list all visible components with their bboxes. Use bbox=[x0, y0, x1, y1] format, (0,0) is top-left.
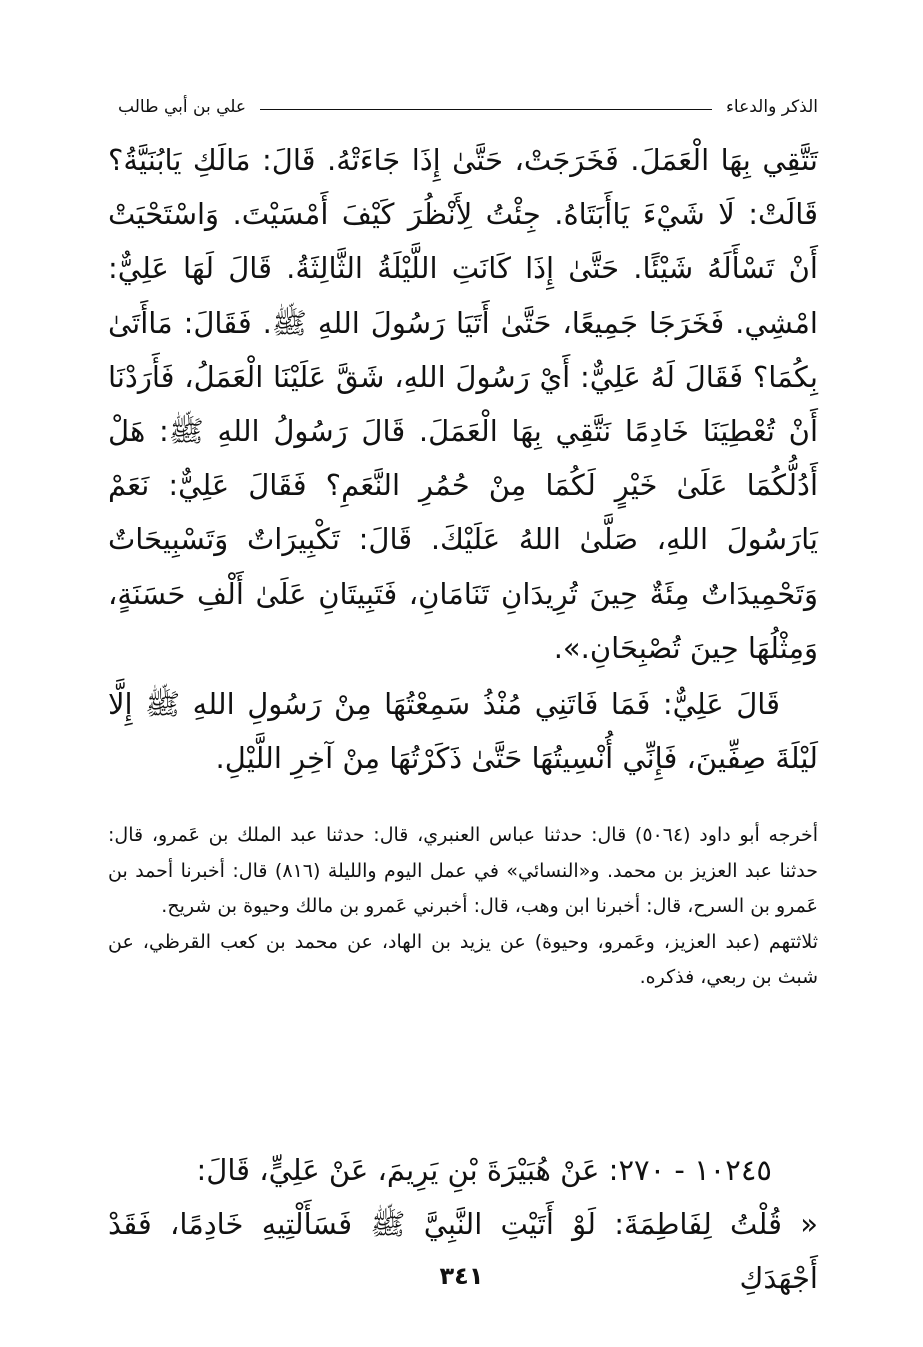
hadith-paragraph: تَتَّقِي بِهَا الْعَمَلَ. فَخَرَجَتْ، حَتَّىٰ إِذَا جَاءَتْهُ. قَالَ: مَالَكِ يَابُنَيَّةُ؟ قَالَتْ: لَا شَيْءَ يَاأَبَتَاهُ. جِئْتُ لِأَنْظُرَ كَيْفَ أَمْسَيْتَ. وَاسْتَحْيَتْ أَنْ تَسْأَلَهُ شَيْئًا. حَتَّىٰ إِذَا كَانَتِ اللَّيْلَةُ الثَّالِثَةُ. قَالَ لَهَا عَلِيٌّ: امْشِي. فَخَرَجَا جَمِيعًا، حَتَّىٰ أَتَيَا رَسُولَ اللهِ ﷺ. فَقَالَ: مَاأَتَىٰ بِكُمَا؟ فَقَالَ لَهُ عَلِيٌّ: أَيْ رَسُولَ اللهِ، شَقَّ عَلَيْنَا الْعَمَلُ، فَأَرَدْنَا أَنْ تُعْطِيَنَا خَادِمًا نَتَّقِي بِهَا الْعَمَلَ. قَالَ رَسُولُ اللهِ ﷺ: هَلْ أَدُلُّكُمَا عَلَىٰ خَيْرٍ لَكُمَا مِنْ حُمُرِ النَّعَمِ؟ فَقَالَ عَلِيٌّ: نَعَمْ يَارَسُولَ اللهِ، صَلَّىٰ اللهُ عَلَيْكَ. قَالَ: تَكْبِيرَاتٌ وَتَسْبِيحَاتٌ وَتَحْمِيدَاتٌ مِئَةٌ حِينَ تُرِيدَانِ تَنَامَانِ، فَتَبِيتَانِ عَلَىٰ أَلْفِ حَسَنَةٍ، وَمِثْلُهَا حِينَ تُصْبِحَانِ.». bbox=[108, 143, 818, 665]
takhrij-note: أخرجه أبو داود (٥٠٦٤) قال: حدثنا عباس العنبري، قال: حدثنا عبد الملك بن عَمرو، قال: حدثنا عبد العزيز بن محمد. و«النسائي» في عمل اليوم والليلة (٨١٦) قال: أخبرنا أحمد بن عَمرو بن السرح، قال: أخبرنا ابن وهب، قال: أخبرني عَمرو بن مالك وحيوة بن شريح. bbox=[108, 824, 819, 917]
takhrij-note: ثلاثتهم (عبد العزيز، وعَمرو، وحيوة) عن يزيد بن الهاد، عن محمد بن كعب القرظي، عن شبث بن ربعي، فذكره. bbox=[108, 930, 818, 988]
hadith-heading: ١٠٢٤٥ - ٢٧٠: عَنْ هُبَيْرَةَ بْنِ يَرِيمَ، عَنْ عَلِيٍّ، قَالَ: bbox=[196, 1153, 772, 1187]
header-rule bbox=[260, 109, 712, 110]
chapter-title: علي بن أبي طالب bbox=[118, 97, 247, 117]
hadith-paragraph: قَالَ عَلِيٌّ: فَمَا فَاتَنِي مُنْذُ سَمِعْتُهَا مِنْ رَسُولِ اللهِ ﷺ إِلَّا لَيْلَةَ صِفِّينَ، فَإِنِّي أُنْسِيتُهَا حَتَّىٰ ذَكَرْتُهَا مِنْ آخِرِ اللَّيْلِ. bbox=[108, 687, 818, 776]
takhrij-notes bbox=[108, 818, 818, 996]
page-number: ٣٤١ bbox=[439, 1262, 484, 1290]
main-text bbox=[108, 133, 818, 785]
running-header bbox=[118, 92, 818, 122]
hadith-text: « قُلْتُ لِفَاطِمَةَ: لَوْ أَتَيْتِ النَّبِيَّ ﷺ فَسَأَلْتِيهِ خَادِمًا، فَقَدْ أَجْهَدَكِ bbox=[108, 1207, 818, 1295]
book-title: الذكر والدعاء bbox=[725, 97, 818, 117]
